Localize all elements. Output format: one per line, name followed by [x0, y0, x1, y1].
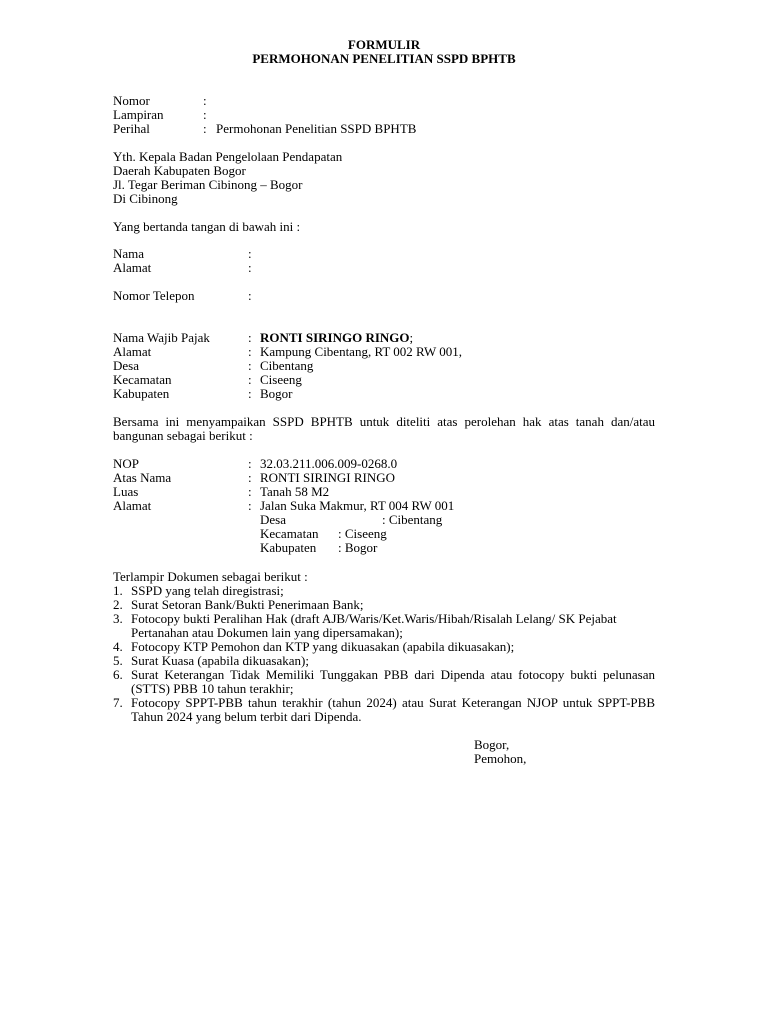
taxpayer-nama-value: RONTI SIRINGO RINGO	[260, 330, 410, 345]
list-item-text: Surat Setoran Bank/Bukti Penerimaan Bank;	[131, 597, 364, 612]
list-item	[113, 598, 655, 612]
property-desa-value: : Cibentang	[382, 512, 443, 527]
property-atas-nama-label: Atas Nama	[113, 470, 172, 485]
applicant-telepon-separator: :	[248, 288, 252, 303]
property-luas-separator: :	[248, 484, 252, 499]
property-nop-separator: :	[248, 456, 252, 471]
applicant-nama-label: Nama	[113, 246, 145, 261]
taxpayer-nama-separator: :	[248, 330, 252, 345]
property-nop-label: NOP	[113, 456, 140, 471]
signature-place: Bogor,	[474, 737, 510, 752]
perihal-value: Permohonan Penelitian SSPD BPHTB	[216, 121, 417, 136]
list-item-number: 3.	[113, 611, 123, 626]
property-luas-label: Luas	[113, 484, 139, 499]
taxpayer-desa-label: Desa	[113, 358, 139, 373]
property-atas-nama-value: RONTI SIRINGI RINGO	[260, 470, 396, 485]
property-kabupaten-label: Kabupaten	[260, 540, 317, 555]
list-item	[113, 584, 655, 598]
applicant-alamat-separator: :	[248, 260, 252, 275]
lampiran-separator: :	[203, 107, 207, 122]
property-kecamatan-value: : Ciseeng	[338, 526, 387, 541]
list-item-number: 7.	[113, 695, 123, 710]
lampiran-label: Lampiran	[113, 107, 164, 122]
list-item	[113, 640, 655, 654]
list-item	[113, 612, 655, 640]
taxpayer-kabupaten-value: Bogor	[260, 386, 293, 401]
perihal-separator: :	[203, 121, 207, 136]
taxpayer-nama-line	[260, 331, 413, 345]
taxpayer-alamat-label: Alamat	[113, 344, 152, 359]
addressee-line: Di Cibinong	[113, 191, 178, 206]
form-subtitle: PERMOHONAN PENELITIAN SSPD BPHTB	[252, 51, 516, 66]
taxpayer-desa-separator: :	[248, 358, 252, 373]
list-item-number: 5.	[113, 653, 123, 668]
property-kabupaten-value: : Bogor	[338, 540, 378, 555]
intro-text: Yang bertanda tangan di bawah ini :	[113, 219, 301, 234]
taxpayer-kecamatan-value: Ciseeng	[260, 372, 302, 387]
list-item-number: 2.	[113, 597, 123, 612]
property-alamat-value: Jalan Suka Makmur, RT 004 RW 001	[260, 498, 455, 513]
list-item-text: Fotocopy bukti Peralihan Hak (draft AJB/Waris/Ket.Waris/Hibah/Risalah Lelang/ SK Pejabat Pertanahan atau Dokumen lain yang dipersamakan);	[131, 611, 617, 640]
list-item	[113, 668, 655, 696]
taxpayer-desa-value: Cibentang	[260, 358, 314, 373]
property-alamat-label: Alamat	[113, 498, 152, 513]
property-kecamatan-label: Kecamatan	[260, 526, 319, 541]
property-atas-nama-separator: :	[248, 470, 252, 485]
signature-role: Pemohon,	[474, 751, 527, 766]
taxpayer-kabupaten-label: Kabupaten	[113, 386, 170, 401]
list-item-text: Fotocopy SPPT-PBB tahun terakhir (tahun 2024) atau Surat Keterangan NJOP untuk SPPT-PBB Tahun 2024 yang belum terbit dari Dipenda.	[131, 695, 655, 724]
list-item-text: Fotocopy KTP Pemohon dan KTP yang dikuasakan (apabila dikuasakan);	[131, 639, 515, 654]
addressee-line: Jl. Tegar Beriman Cibinong – Bogor	[113, 177, 303, 192]
list-item-text: Surat Keterangan Tidak Memiliki Tunggakan PBB dari Dipenda atau fotocopy bukti pelunasan (STTS) PBB 10 tahun terakhir;	[131, 667, 655, 696]
perihal-label: Perihal	[113, 121, 150, 136]
nomor-label: Nomor	[113, 93, 150, 108]
list-item-number: 6.	[113, 667, 123, 682]
attachments-heading: Terlampir Dokumen sebagai berikut :	[113, 569, 308, 584]
list-item	[113, 654, 655, 668]
property-alamat-separator: :	[248, 498, 252, 513]
list-item-number: 4.	[113, 639, 123, 654]
taxpayer-kecamatan-separator: :	[248, 372, 252, 387]
list-item	[113, 696, 655, 724]
applicant-telepon-label: Nomor Telepon	[113, 288, 195, 303]
list-item-number: 1.	[113, 583, 123, 598]
list-item-text: Surat Kuasa (apabila dikuasakan);	[131, 653, 309, 668]
property-nop-value: 32.03.211.006.009-0268.0	[260, 456, 398, 471]
statement-paragraph: Bersama ini menyampaikan SSPD BPHTB untuk diteliti atas perolehan hak atas tanah dan/atau bangunan sebagai berikut :	[113, 414, 655, 443]
nomor-separator: :	[203, 93, 207, 108]
taxpayer-nama-label: Nama Wajib Pajak	[113, 330, 210, 345]
property-luas-value: Tanah 58 M2	[260, 484, 330, 499]
applicant-nama-separator: :	[248, 246, 252, 261]
form-title: FORMULIR	[347, 37, 421, 52]
addressee-line: Daerah Kabupaten Bogor	[113, 163, 246, 178]
taxpayer-kabupaten-separator: :	[248, 386, 252, 401]
taxpayer-nama-suffix: ;	[409, 330, 414, 345]
applicant-alamat-label: Alamat	[113, 260, 152, 275]
taxpayer-alamat-separator: :	[248, 344, 252, 359]
taxpayer-alamat-value: Kampung Cibentang, RT 002 RW 001,	[260, 344, 463, 359]
taxpayer-kecamatan-label: Kecamatan	[113, 372, 172, 387]
property-desa-label: Desa	[260, 512, 286, 527]
list-item-text: SSPD yang telah diregistrasi;	[131, 583, 284, 598]
attachments-list	[113, 584, 655, 724]
addressee-line: Yth. Kepala Badan Pengelolaan Pendapatan	[113, 149, 343, 164]
